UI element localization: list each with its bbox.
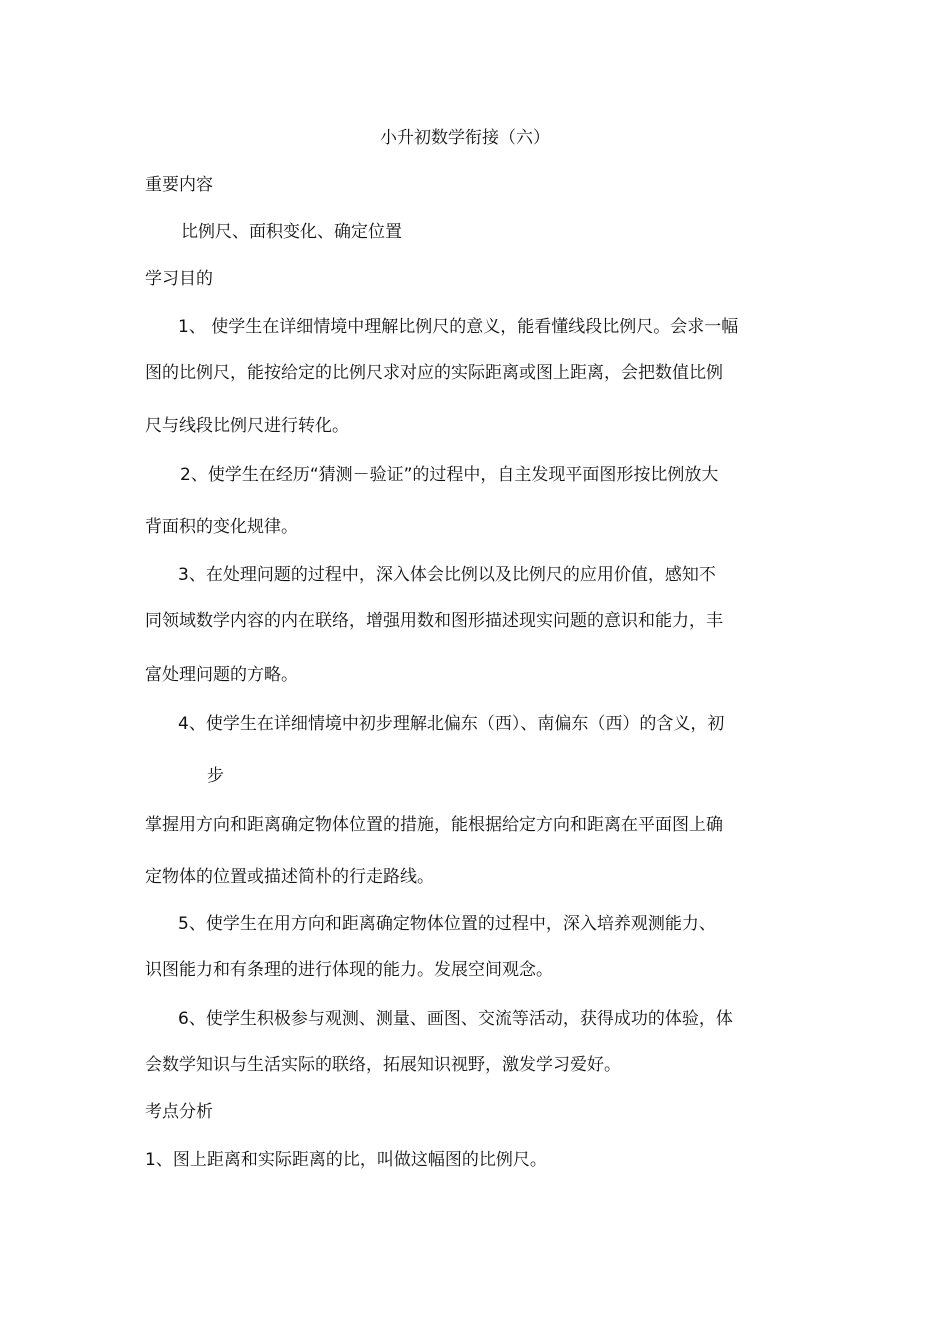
objective-4-line-3: 掌握用方向和距离确定物体位置的措施，能根据给定方向和距离在平面图上确 (145, 815, 723, 835)
section-heading-key-content: 重要内容 (145, 175, 213, 195)
objective-1-line-2: 图的比例尺，能按给定的比例尺求对应的实际距离或图上距离，会把数值比例 (145, 363, 723, 383)
objective-4-line-1: 4、使学生在详细情境中初步理解北偏东（西）、南偏东（西）的含义，初 (178, 714, 725, 734)
analysis-point-1: 1、图上距离和实际距离的比，叫做这幅图的比例尺。 (145, 1150, 547, 1170)
objective-1-line-1: 1、 使学生在详细情境中理解比例尺的意义，能看懂线段比例尺。会求一幅 (178, 317, 739, 337)
page-title: 小升初数学衔接（六） (380, 128, 550, 148)
objective-2-line-2: 背面积的变化规律。 (145, 517, 298, 537)
objective-4-line-4: 定物体的位置或描述简朴的行走路线。 (145, 867, 434, 887)
objective-1-line-3: 尺与线段比例尺进行转化。 (145, 416, 349, 436)
objective-3-line-2: 同领域数学内容的内在联络，增强用数和图形描述现实问题的意识和能力，丰 (145, 611, 723, 631)
section-heading-objectives: 学习目的 (145, 269, 213, 289)
objective-5-line-2: 识图能力和有条理的进行体现的能力。发展空间观念。 (145, 960, 553, 980)
objective-3-line-3: 富处理问题的方略。 (145, 665, 298, 685)
objective-6-line-1: 6、使学生积极参与观测、测量、画图、交流等活动，获得成功的体验，体 (178, 1009, 733, 1029)
key-content-text: 比例尺、面积变化、确定位置 (181, 222, 402, 242)
objective-4-line-2: 步 (207, 766, 224, 786)
objective-3-line-1: 3、在处理问题的过程中，深入体会比例以及比例尺的应用价值，感知不 (178, 565, 716, 585)
objective-2-line-1: 2、使学生在经历“猜测－验证”的过程中，自主发现平面图形按比例放大 (180, 465, 719, 485)
objective-6-line-2: 会数学知识与生活实际的联络，拓展知识视野，激发学习爱好。 (145, 1055, 621, 1075)
section-heading-analysis: 考点分析 (145, 1102, 213, 1122)
objective-5-line-1: 5、使学生在用方向和距离确定物体位置的过程中，深入培养观测能力、 (178, 914, 716, 934)
